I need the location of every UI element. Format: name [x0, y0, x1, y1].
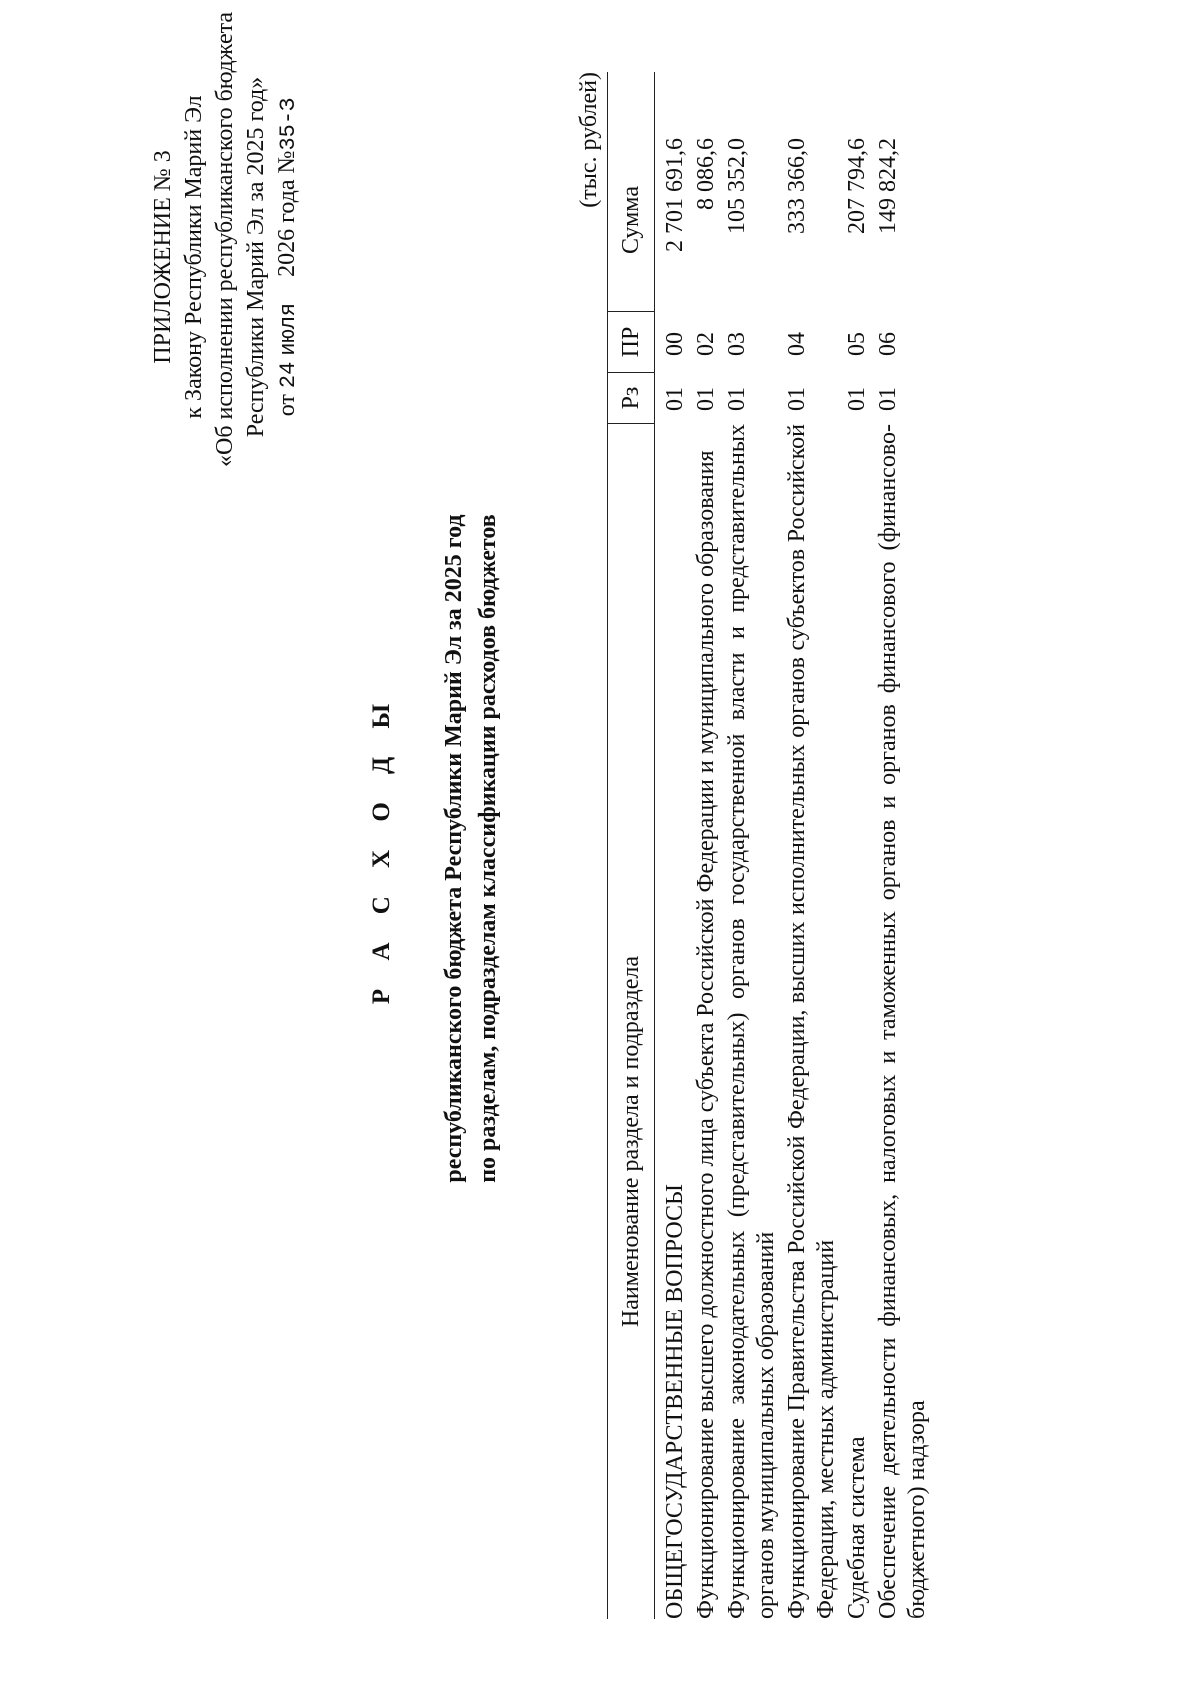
header-pr: ПР: [608, 312, 654, 373]
row-rz: 01: [844, 387, 870, 411]
appendix-law-name: «Об исполнении республиканского бюджета: [212, 11, 238, 467]
expenses-table: [607, 72, 932, 1619]
appendix-date-line: [272, 47, 304, 467]
row-rz: 01: [724, 387, 750, 411]
row-pr: 06: [875, 332, 901, 356]
table-row: [783, 72, 841, 1619]
row-sum: 149 824,2: [875, 138, 901, 234]
row-name: Обеспечение деятельности финансовых, налоговых и таможенных органов и органов финансового (финансово-бюджетного) надзора: [875, 424, 930, 1619]
table-row: [723, 72, 781, 1619]
row-sum: 105 352,0: [724, 138, 750, 234]
row-rz: 01: [875, 387, 901, 411]
appendix-block: [148, 11, 304, 467]
document-subheading: [437, 0, 505, 1697]
table-row: [874, 72, 932, 1619]
appendix-law-name-cont: Республики Марий Эл за 2025 год»: [243, 76, 269, 438]
table-body: [655, 72, 932, 1619]
row-name: Функционирование законодательных (представительных) органов государственной власти и представительных органов муниципальных образований: [724, 424, 779, 1619]
header-name: Наименование раздела и подраздела: [617, 955, 644, 1328]
row-pr: 03: [724, 332, 750, 356]
date-prefix: от: [274, 394, 300, 417]
row-sum: 8 086,6: [693, 138, 719, 210]
row-sum: 207 794,6: [844, 138, 870, 234]
row-pr: 05: [844, 332, 870, 356]
row-name: Функционирование высшего должностного лица субъекта Российской Федерации и муниципального образования: [693, 450, 719, 1619]
table-header: [607, 72, 655, 1619]
row-sum: 2 701 691,6: [662, 138, 688, 252]
table-row: [661, 72, 690, 1619]
date-day: 24: [276, 361, 301, 389]
appendix-title: ПРИЛОЖЕНИЕ № 3: [150, 150, 176, 364]
row-name: Судебная система: [844, 1436, 870, 1619]
header-sum: Сумма: [608, 129, 654, 312]
date-month: июля: [276, 302, 301, 356]
table-row: [843, 72, 872, 1619]
row-rz: 01: [784, 387, 810, 411]
law-number: 35-З: [276, 97, 301, 151]
appendix-law-ref: к Закону Республики Марий Эл: [181, 95, 207, 419]
row-name: ОБЩЕГОСУДАРСТВЕННЫЕ ВОПРОСЫ: [662, 1184, 688, 1619]
row-rz: 01: [662, 387, 688, 411]
unit-note: (тыс. рублей): [576, 72, 602, 208]
row-name: Функционирование Правительства Российской Федерации, высших исполнительных органов субъектов Российской Федерации, местных администраций: [784, 424, 839, 1619]
row-pr: 04: [784, 332, 810, 356]
header-rz: Рз: [608, 373, 654, 424]
row-pr: 00: [662, 332, 688, 356]
table-row: [692, 72, 721, 1619]
row-sum: 333 366,0: [784, 138, 810, 234]
subheading-line-1: республиканского бюджета Республики Марий Эл за 2025 год: [441, 514, 467, 1183]
date-year: 2026 года №: [274, 150, 300, 277]
subheading-line-2: по разделам, подразделам классификации расходов бюджетов: [475, 514, 501, 1183]
document-heading: Р А С Х О Д Ы: [368, 692, 395, 1005]
row-rz: 01: [693, 387, 719, 411]
row-pr: 02: [693, 332, 719, 356]
